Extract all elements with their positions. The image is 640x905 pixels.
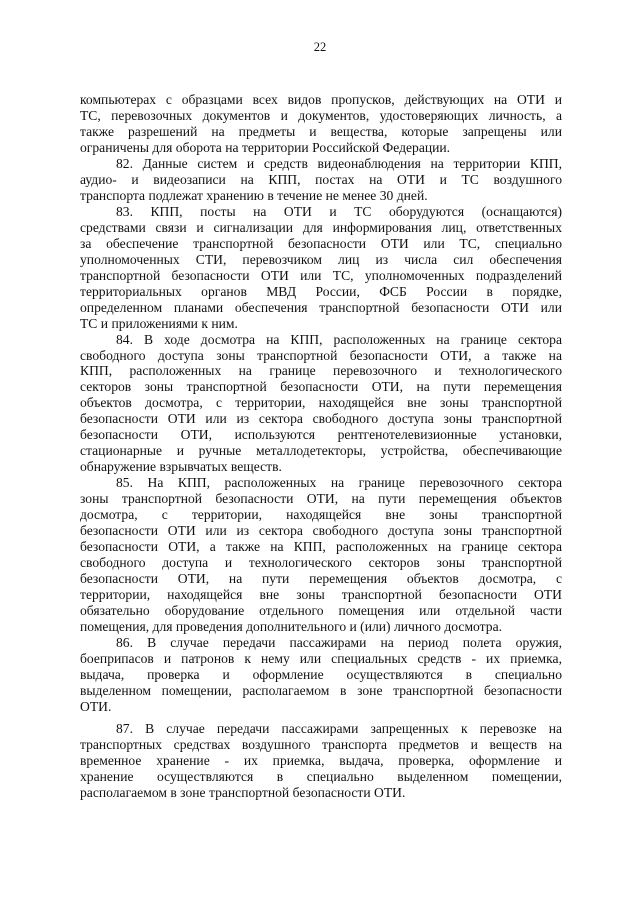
- text-line: уполномоченных СТИ, перевозчиком лиц из числа сил обеспечения: [80, 251, 562, 267]
- paragraph-87: [80, 721, 562, 801]
- text-line: свободного доступа зоны транспортной безопасности ОТИ, а также на: [80, 347, 562, 363]
- text-line: безопасности ОТИ или из сектора свободного доступа зоны транспортной: [80, 411, 562, 427]
- text-line: боеприпасов и патронов к нему или специальных средств - их приемка,: [80, 650, 562, 666]
- text-line: выдача, проверка и оформление осуществляются в специально: [80, 666, 562, 682]
- text-line: хранение осуществляются в специально выделенном помещении,: [80, 768, 562, 784]
- text-line: обнаружение взрывчатых веществ.: [80, 459, 282, 475]
- paragraph-84: [80, 332, 562, 476]
- text-line: 83. КПП, посты на ОТИ и ТС оборудуются (оснащаются): [116, 203, 562, 219]
- text-line: временное хранение - их приемка, выдача, проверка, оформление и: [80, 752, 562, 768]
- text-line: объектов досмотра, с территории, находящейся вне зоны транспортной: [80, 395, 562, 411]
- text-line: транспортной безопасности ОТИ или ТС, уполномоченных подразделений: [80, 267, 562, 283]
- text-line: безопасности ОТИ, используются рентгенотелевизионные установки,: [80, 427, 562, 443]
- text-line: компьютерах с образцами всех видов пропусков, действующих на ОТИ и: [80, 92, 562, 107]
- text-line: ТС и приложениями к ним.: [80, 315, 238, 331]
- text-line: досмотра, с территории, находящейся вне зоны транспортной: [80, 507, 562, 523]
- text-line: свободного доступа и технологического секторов зоны транспортной: [80, 555, 562, 571]
- text-line: 84. В ходе досмотра на КПП, расположенных на границе сектора: [116, 331, 562, 347]
- text-line: ТС, перевозочных документов и документов, удостоверяющих личность, а: [80, 107, 562, 123]
- document-body: [80, 92, 562, 801]
- text-line: ограничены для оборота на территории Российской Федерации.: [80, 139, 451, 155]
- text-line: зоны транспортной безопасности ОТИ, на пути перемещения объектов: [80, 491, 562, 507]
- text-line: располагаемом в зоне транспортной безопасности ОТИ.: [80, 784, 406, 800]
- paragraph-86: [80, 635, 562, 715]
- text-line: безопасности ОТИ, на пути перемещения объектов досмотра, с: [80, 571, 562, 587]
- text-line: выделенном помещении, располагаемом в зоне транспортной безопасности: [80, 682, 562, 698]
- text-line: секторов зоны транспортной безопасности ОТИ, на пути перемещения: [80, 379, 562, 395]
- text-line: территории, находящейся вне зоны транспортной безопасности ОТИ: [80, 587, 562, 603]
- paragraph-82: [80, 156, 562, 204]
- text-line: также разрешений на предметы и вещества, которые запрещены или: [80, 123, 562, 139]
- text-line: помещения, для проведения дополнительного и (или) личного досмотра.: [80, 618, 503, 634]
- text-line: 85. На КПП, расположенных на границе перевозочного сектора: [116, 475, 562, 491]
- text-line: транспорта подлежат хранению в течение не менее 30 дней.: [80, 187, 428, 203]
- paragraph-continuation: [80, 92, 562, 156]
- text-line: КПП, расположенных на границе перевозочного и технологического: [80, 363, 562, 379]
- text-line: территориальных органов МВД России, ФСБ России в порядке,: [80, 283, 562, 299]
- text-line: безопасности ОТИ, а также на КПП, расположенных на границе сектора: [80, 539, 562, 555]
- text-line: обязательно оборудование отдельного помещения или отдельной части: [80, 603, 562, 618]
- text-line: 87. В случае передачи пассажирами запрещенных к перевозке на: [116, 720, 562, 736]
- paragraph-83: [80, 204, 562, 332]
- text-line: аудио- и видеозаписи на КПП, постах на ОТИ и ТС воздушного: [80, 171, 562, 187]
- text-line: определенном планами обеспечения транспортной безопасности ОТИ или: [80, 299, 562, 315]
- text-line: 82. Данные систем и средств видеонаблюдения на территории КПП,: [116, 155, 562, 171]
- text-line: за обеспечение транспортной безопасности ОТИ или ТС, специально: [80, 235, 562, 251]
- page-number: 22: [313, 40, 327, 54]
- text-line: стационарные и ручные металлодетекторы, устройства, обеспечивающие: [80, 443, 562, 459]
- paragraph-85: [80, 475, 562, 635]
- text-line: ОТИ.: [80, 698, 112, 714]
- text-line: средствами связи и сигнализации для информирования лиц, ответственных: [80, 219, 562, 235]
- text-line: транспортных средствах воздушного транспорта предметов и веществ на: [80, 736, 562, 752]
- text-line: безопасности ОТИ или из сектора свободного доступа зоны транспортной: [80, 523, 562, 539]
- text-line: 86. В случае передачи пассажирами на период полета оружия,: [116, 634, 562, 650]
